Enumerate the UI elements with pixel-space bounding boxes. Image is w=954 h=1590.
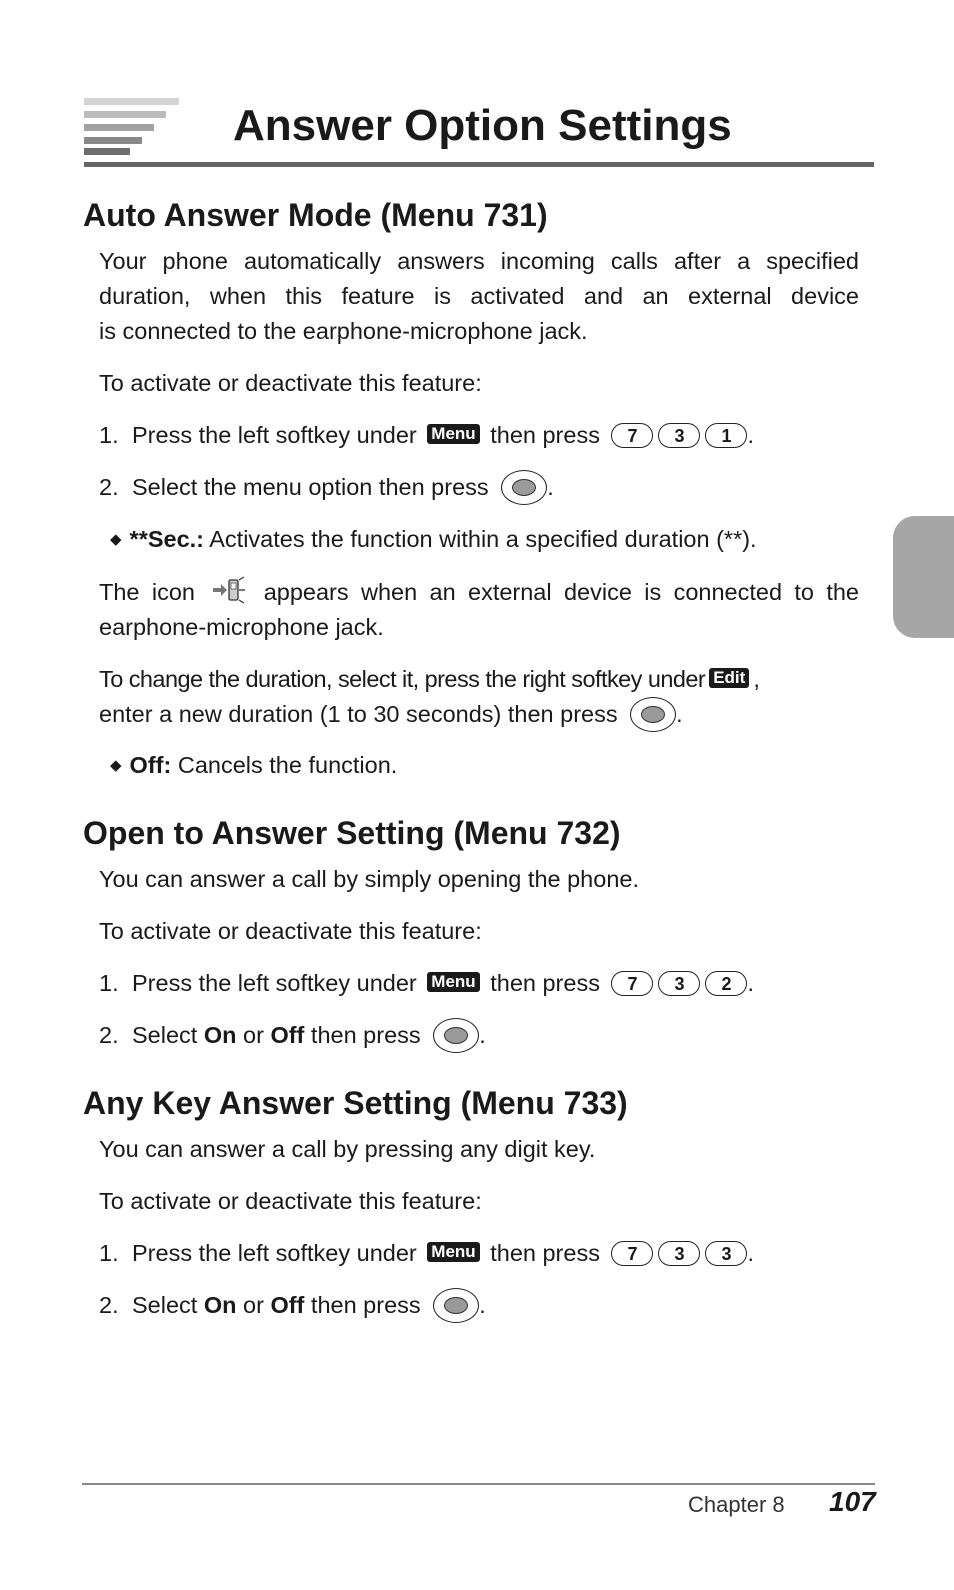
step-text: Select [132,1022,204,1048]
chapter-side-tab [893,516,954,638]
key-7-icon: 7 [611,971,653,996]
edit-softkey-label: Edit [709,668,749,688]
bullet-text: Cancels the function. [171,752,398,778]
activate-instruction: To activate or deactivate this feature: [99,918,482,944]
text-fragment: appears when an external device is connected to the [263,579,859,605]
step-number: 1. [99,970,119,996]
open-to-answer-intro: You can answer a call by simply opening the phone. [99,866,639,892]
punctuation: , [753,666,760,692]
step-text: then press [304,1022,421,1048]
punctuation: . [747,422,755,448]
text-line [99,697,859,732]
footer-rule [82,1483,875,1485]
option-on: On [203,1022,237,1048]
key-3-icon: 3 [705,1241,747,1266]
stripe [84,148,130,155]
earphone-connected-icon [211,576,247,604]
menu-softkey-label: Menu [427,972,479,992]
section-heading-auto-answer: Auto Answer Mode (Menu 731) [83,197,548,233]
stripe [84,137,142,144]
page-number: 107 [829,1486,876,1517]
ok-key-icon [433,1018,479,1053]
punctuation: . [747,970,755,996]
key-3-icon: 3 [658,423,700,448]
step-text: then press [490,422,600,448]
key-1-icon: 1 [705,423,747,448]
stripe [84,111,166,118]
key-3-icon: 3 [658,1241,700,1266]
text-fragment: enter a new duration (1 to 30 seconds) then press [99,701,618,727]
any-key-answer-intro: You can answer a call by pressing any digit key. [99,1136,596,1162]
step-text: or [236,1292,271,1318]
ok-key-icon [630,697,676,732]
step-text: or [236,1022,271,1048]
step-number: 2. [99,1292,119,1318]
text-fragment: The icon [99,579,195,605]
step-text: Press the left softkey under [132,970,417,996]
text-line: Your phone automatically answers incoming calls after a specified [99,248,859,274]
change-duration-paragraph [99,662,859,732]
bullet-text: Activates the function within a specified duration (**). [204,526,757,552]
auto-answer-intro [99,244,859,349]
step-text: then press [490,1240,600,1266]
option-off: Off [270,1022,305,1048]
punctuation: . [747,1240,755,1266]
key-3-icon: 3 [658,971,700,996]
section-heading-any-key-answer: Any Key Answer Setting (Menu 733) [83,1085,628,1121]
ok-key-icon [433,1288,479,1323]
text-fragment: To change the duration, select it, press the right softkey under [99,666,706,692]
menu-softkey-label: Menu [427,424,479,444]
step-number: 1. [99,422,119,448]
title-stripes-decoration [84,98,179,156]
step-number: 2. [99,474,119,500]
step-2 [99,1288,486,1323]
bullet-term: **Sec.: [129,526,205,552]
step-text: then press [490,970,600,996]
step-text: Press the left softkey under [132,1240,417,1266]
text-line: is connected to the earphone-microphone jack. [99,318,588,344]
stripe [84,124,154,131]
punctuation: . [479,1022,486,1048]
bullet-term: Off: [129,752,172,778]
page-title: Answer Option Settings [233,101,732,150]
step-text: Press the left softkey under [132,422,417,448]
text-line: duration, when this feature is activated and an external device [99,283,859,309]
step-2 [99,1018,486,1053]
text-line: earphone-microphone jack. [99,614,384,640]
step-number: 2. [99,1022,119,1048]
activate-instruction: To activate or deactivate this feature: [99,370,482,396]
option-on: On [203,1292,237,1318]
step-text: Select [132,1292,204,1318]
diamond-bullet-icon: ◆ [110,757,122,774]
key-7-icon: 7 [611,423,653,448]
key-7-icon: 7 [611,1241,653,1266]
title-rule [84,162,874,167]
step-1 [99,418,754,453]
punctuation: . [547,474,554,500]
activate-instruction: To activate or deactivate this feature: [99,1188,482,1214]
step-text: then press [304,1292,421,1318]
punctuation: . [479,1292,486,1318]
step-1 [99,966,754,1001]
diamond-bullet-icon: ◆ [110,531,122,548]
text-line [99,575,859,610]
option-off: Off [270,1292,305,1318]
text-line [99,662,859,697]
step-1 [99,1236,754,1271]
step-text: Select the menu option then press [132,474,489,500]
key-2-icon: 2 [705,971,747,996]
punctuation: . [676,701,683,727]
icon-paragraph [99,575,859,645]
step-number: 1. [99,1240,119,1266]
chapter-label: Chapter 8 [688,1492,785,1517]
bullet-off [110,748,397,783]
stripe [84,98,179,105]
section-heading-open-to-answer: Open to Answer Setting (Menu 732) [83,815,621,851]
bullet-sec [110,522,757,557]
ok-key-icon [501,470,547,505]
step-2 [99,470,554,505]
menu-softkey-label: Menu [427,1242,479,1262]
